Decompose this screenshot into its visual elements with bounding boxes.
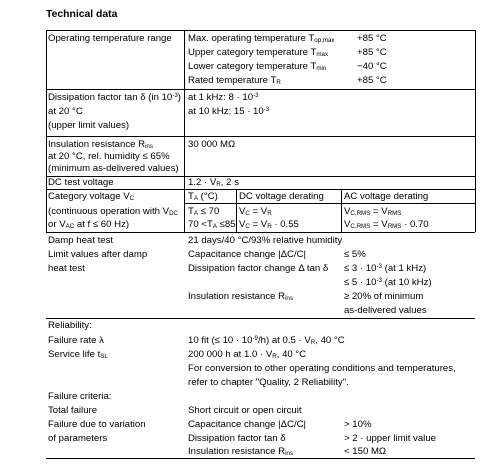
damp-heat-ins-value-line1: ≥ 20% of minimum <box>344 291 424 302</box>
damp-heat-ins-value-line2: as-delivered values <box>344 305 427 316</box>
rule-cat-col2 <box>236 189 237 232</box>
dissipation-value-1khz: at 1 kHz: $8 \cdot 10^{-3}$ <box>188 92 259 103</box>
category-voltage-label-line3: or $V_{AC}$ at f ≤ 60 Hz) <box>48 219 130 230</box>
op-temp-value-rated: +85 °C <box>357 75 387 86</box>
insulation-label: Insulation resistance $R_{ins}$ <box>48 139 153 150</box>
category-voltage-label: Category voltage $V_C$ <box>48 191 135 202</box>
category-r1-ac: $V_{C,RMS} = V_{RMS}$ <box>344 206 402 217</box>
rule-after-dc-test <box>46 189 475 190</box>
op-temp-item-rated: Rated temperature $T_R$ <box>188 75 281 86</box>
category-r2-ac: $V_{C,RMS} = V_{RMS} \cdot 0.70$ <box>344 219 429 230</box>
dc-test-value: $1.2 \cdot V_R$, 2 s <box>188 177 239 188</box>
reliability-label: Reliability: <box>48 320 92 331</box>
rule-cat-col3 <box>341 189 342 232</box>
variation-label-line2: of parameters <box>48 433 108 444</box>
damp-heat-df-value-1khz: ≤ $3 \cdot 10^{-3}$ (at 1 kHz) <box>344 263 427 274</box>
insulation-value: 30 000 MΩ <box>188 139 236 150</box>
damp-heat-cap-label: Capacitance change |ΔC/C| <box>188 249 307 260</box>
rule-after-dissipation <box>46 136 475 137</box>
insulation-label-line2: at 20 °C, rel. humidity ≤ 65% <box>48 151 170 162</box>
op-temp-item-max: Max. operating temperature $T_{op,max}$ <box>188 33 335 44</box>
failure-criteria-label: Failure criteria: <box>48 391 112 402</box>
service-life-label: Service life $t_{SL}$ <box>48 349 108 360</box>
dc-test-label: DC test voltage <box>48 177 114 188</box>
category-header-temperature: $T_A$ (°C) <box>188 191 218 202</box>
op-temp-label: Operating temperature range <box>48 33 172 44</box>
rule-after-category <box>46 232 475 233</box>
rule-bottom <box>46 458 475 459</box>
rule-top <box>46 30 475 31</box>
reliability-note-line1: For conversion to other operating conditions and temperatures, <box>188 363 456 374</box>
rule-cat-header <box>185 203 475 204</box>
category-header-dc: DC voltage derating <box>239 191 324 202</box>
variation-label-line1: Failure due to variation <box>48 419 146 430</box>
damp-heat-condition: 21 days/40 °C/93% relative humidity <box>188 235 343 246</box>
failure-df-value: > 2 · upper limit value <box>344 433 436 444</box>
failure-ins-label: Insulation resistance $R_{ins}$ <box>188 446 293 457</box>
failure-rate-value: 10 fit (≤ $10 \cdot 10^{-9}/h$) at $0.5 \cdot V_R$, 40 °C <box>188 335 345 346</box>
rule-column-split <box>184 30 185 232</box>
failure-cap-value: > 10% <box>344 419 372 430</box>
rule-after-damp <box>46 318 475 319</box>
rule-left-edge <box>46 30 47 232</box>
dissipation-label-line3: (upper limit values) <box>48 120 130 131</box>
category-header-ac: AC voltage derating <box>344 191 429 202</box>
total-failure-label: Total failure <box>48 405 98 416</box>
damp-heat-label: Damp heat test <box>48 235 114 246</box>
failure-rate-label: Failure rate λ <box>48 335 104 346</box>
page-title: Technical data <box>46 9 118 20</box>
category-r2-dc: $V_C = V_R \cdot 0.55$ <box>239 219 299 230</box>
op-temp-value-max: +85 °C <box>357 33 387 44</box>
insulation-label-line3: (minimum as-delivered values) <box>48 163 179 174</box>
damp-heat-ins-label: Insulation resistance $R_{ins}$ <box>188 291 293 302</box>
category-r1-temperature: $T_A \le 70$ <box>188 206 220 217</box>
damp-heat-df-label: Dissipation factor change Δ tan δ <box>188 263 329 274</box>
reliability-note-line2: refer to chapter "Quality, 2 Reliability". <box>188 377 349 388</box>
category-r2-temperature: $70 <T_A \le 85$ <box>188 219 236 230</box>
damp-heat-label-line2: Limit values after damp <box>48 249 148 260</box>
dissipation-label: Dissipation factor tan δ (in $10^{-3}$) <box>48 92 181 103</box>
category-voltage-label-line2: (continuous operation with $V_{DC}$ <box>48 206 178 217</box>
dissipation-value-10khz: at 10 kHz: $15 \cdot 10^{-3}$ <box>188 106 270 117</box>
failure-cap-label: Capacitance change |ΔC/C| <box>188 419 307 430</box>
failure-ins-value: < 150 MΩ <box>344 446 387 457</box>
damp-heat-label-line3: heat test <box>48 263 85 274</box>
op-temp-value-lower: −40 °C <box>357 61 387 72</box>
total-failure-value: Short circuit or open circuit <box>188 405 302 416</box>
service-life-value: 200 000 h at $1.0 \cdot V_R$, 40 °C <box>188 349 307 360</box>
op-temp-value-upper: +85 °C <box>357 47 387 58</box>
rule-after-op-temp <box>46 89 475 90</box>
category-r1-dc: $V_C = V_R$ <box>239 206 272 217</box>
dissipation-label-line2: at 20 °C <box>48 106 83 117</box>
damp-heat-cap-value: ≤ 5% <box>344 249 366 260</box>
damp-heat-df-value-10khz: ≤ $5 \cdot 10^{-3}$ (at 10 kHz) <box>344 277 432 288</box>
op-temp-item-lower: Lower category temperature $T_{min}$ <box>188 61 327 72</box>
rule-right-edge <box>475 30 476 232</box>
op-temp-item-upper: Upper category temperature $T_{max}$ <box>188 47 329 58</box>
failure-df-label: Dissipation factor tan δ <box>188 433 286 444</box>
